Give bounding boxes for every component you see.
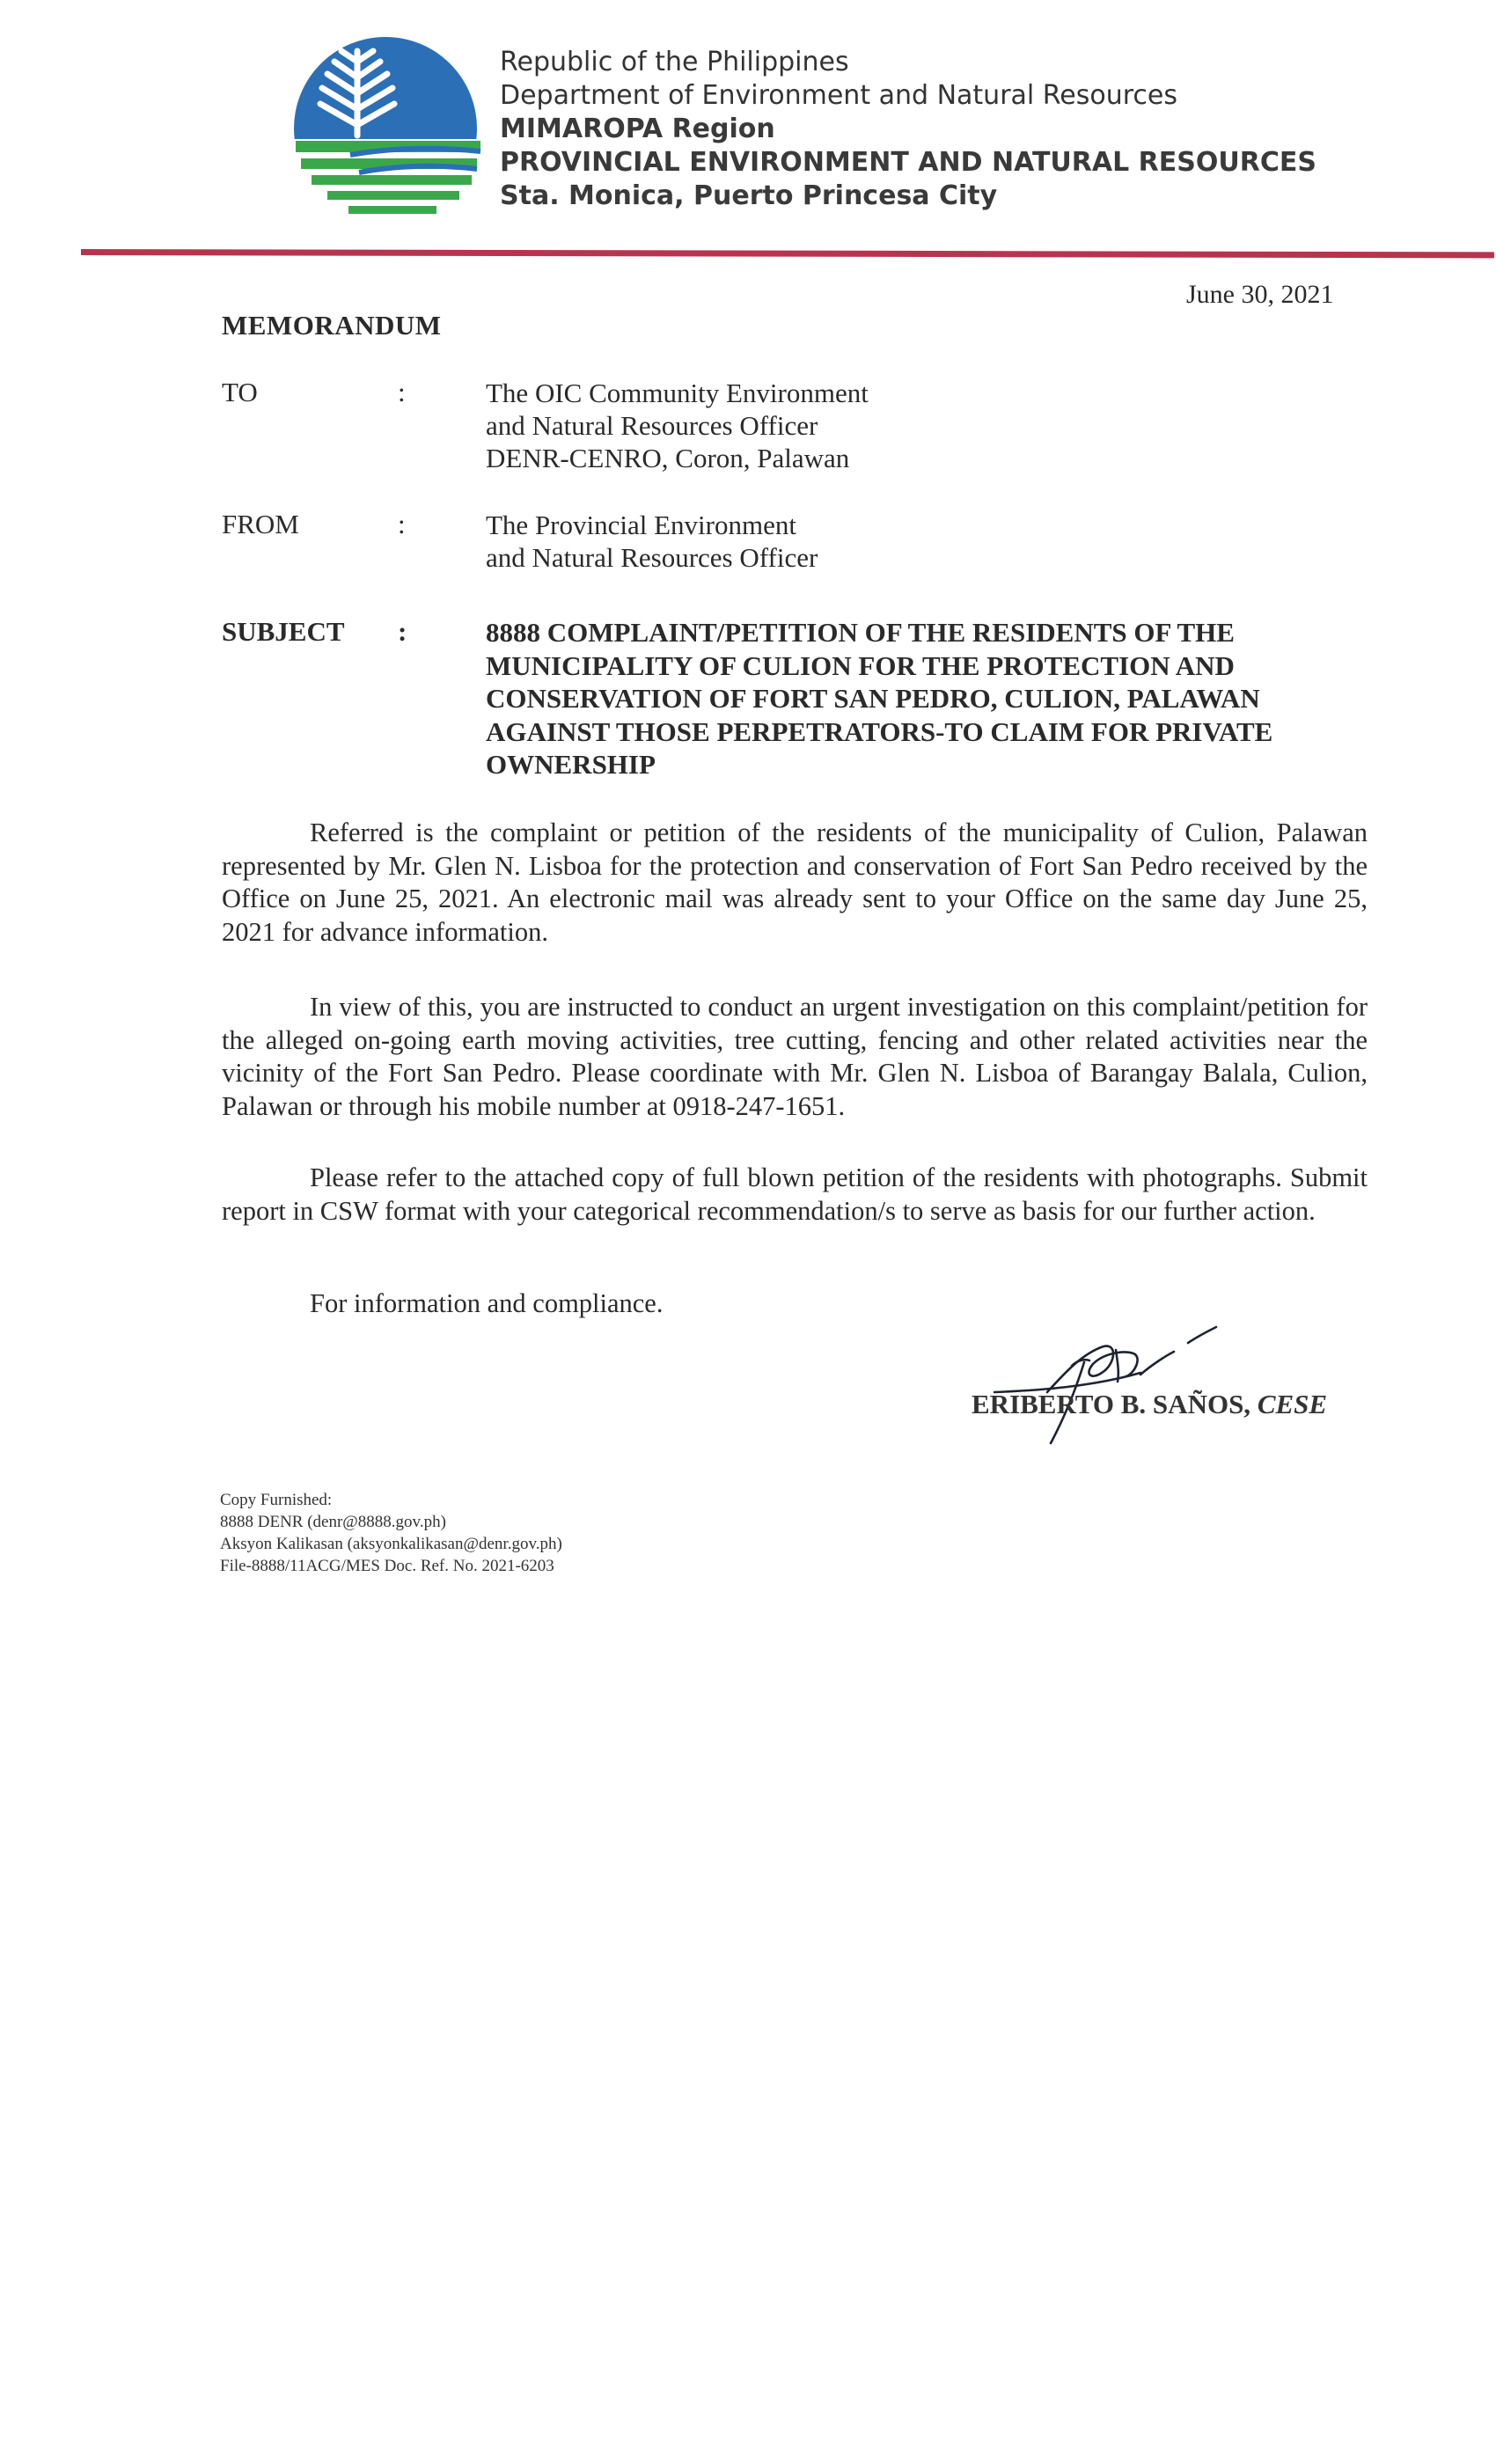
agency-line-address: Sta. Monica, Puerto Princesa City bbox=[500, 180, 998, 211]
copy-furnished-line: File-8888/11ACG/MES Doc. Ref. No. 2021-6203 bbox=[220, 1557, 554, 1575]
agency-line-region: MIMAROPA Region bbox=[500, 114, 775, 144]
to-line: The OIC Community Environment bbox=[486, 378, 869, 408]
to-label: TO bbox=[222, 377, 258, 407]
agency-line-republic: Republic of the Philippines bbox=[500, 47, 849, 77]
copy-furnished bbox=[220, 1489, 562, 1577]
copy-furnished-heading: Copy Furnished: bbox=[220, 1491, 333, 1509]
denr-logo-icon bbox=[289, 32, 482, 225]
memo-title: MEMORANDUM bbox=[222, 310, 442, 341]
agency-header bbox=[500, 46, 1316, 213]
agency-line-department: Department of Environment and Natural Resources bbox=[500, 80, 1177, 111]
signatory-name bbox=[972, 1389, 1327, 1420]
to-line: DENR-CENRO, Coron, Palawan bbox=[486, 443, 850, 473]
subject-colon: : bbox=[398, 616, 407, 647]
signatory-full-name: ERIBERTO B. SAÑOS, bbox=[972, 1389, 1258, 1419]
agency-line-office: PROVINCIAL ENVIRONMENT AND NATURAL RESOURCES bbox=[500, 147, 1316, 178]
from-sender bbox=[486, 509, 818, 574]
to-colon: : bbox=[398, 377, 406, 407]
subject-text: 8888 COMPLAINT/PETITION OF THE RESIDENTS OF THE MUNICIPALITY OF CULION FOR THE PROTECTION AND CONSERVATION OF FORT SAN PEDRO, CULION, PALAWAN AGAINST THOSE PERPETRATORS-TO CLAIM FOR PRIVATE OWNERSHIP bbox=[486, 617, 1273, 780]
body-paragraph-1: Referred is the complaint or petition of the residents of the municipality of Culion, Palawan represented by Mr. Glen N. Lisboa for the protection and conservation of Fort San Pedro received by the Office on June 25, 2021. An electronic mail was already sent to your Office on the same day June 25, 2021 for advance information. bbox=[222, 818, 1368, 947]
copy-furnished-line: 8888 DENR (denr@8888.gov.ph) bbox=[220, 1513, 446, 1531]
from-label: FROM bbox=[222, 509, 299, 539]
body-paragraph-2: In view of this, you are instructed to conduct an urgent investigation on this complaint/petition for the alleged on-going earth moving activities, tree cutting, fencing and other related activities near the vicinity of the Fort San Pedro. Please coordinate with Mr. Glen N. Lisboa of Barangay Balala, Culion, Palawan or through his mobile number at 0918-247-1651. bbox=[222, 992, 1368, 1121]
to-recipient bbox=[486, 377, 869, 474]
from-line: and Natural Resources Officer bbox=[486, 542, 818, 573]
header-divider bbox=[81, 249, 1494, 258]
memo-date: June 30, 2021 bbox=[1186, 280, 1334, 309]
from-line: The Provincial Environment bbox=[486, 510, 796, 540]
from-colon: : bbox=[398, 509, 406, 539]
body-paragraph-3: Please refer to the attached copy of full blown petition of the residents with photographs. Submit report in CSW format with your categorical recommendation/s to serve as basis for our further action. bbox=[222, 1162, 1368, 1226]
subject-label: SUBJECT bbox=[222, 616, 345, 647]
signatory-title-suffix: CESE bbox=[1257, 1389, 1328, 1419]
copy-furnished-line: Aksyon Kalikasan (aksyonkalikasan@denr.gov.ph) bbox=[220, 1535, 562, 1553]
handwritten-signature bbox=[986, 1311, 1241, 1452]
closing-line: For information and compliance. bbox=[310, 1288, 664, 1318]
to-line: and Natural Resources Officer bbox=[486, 410, 818, 441]
